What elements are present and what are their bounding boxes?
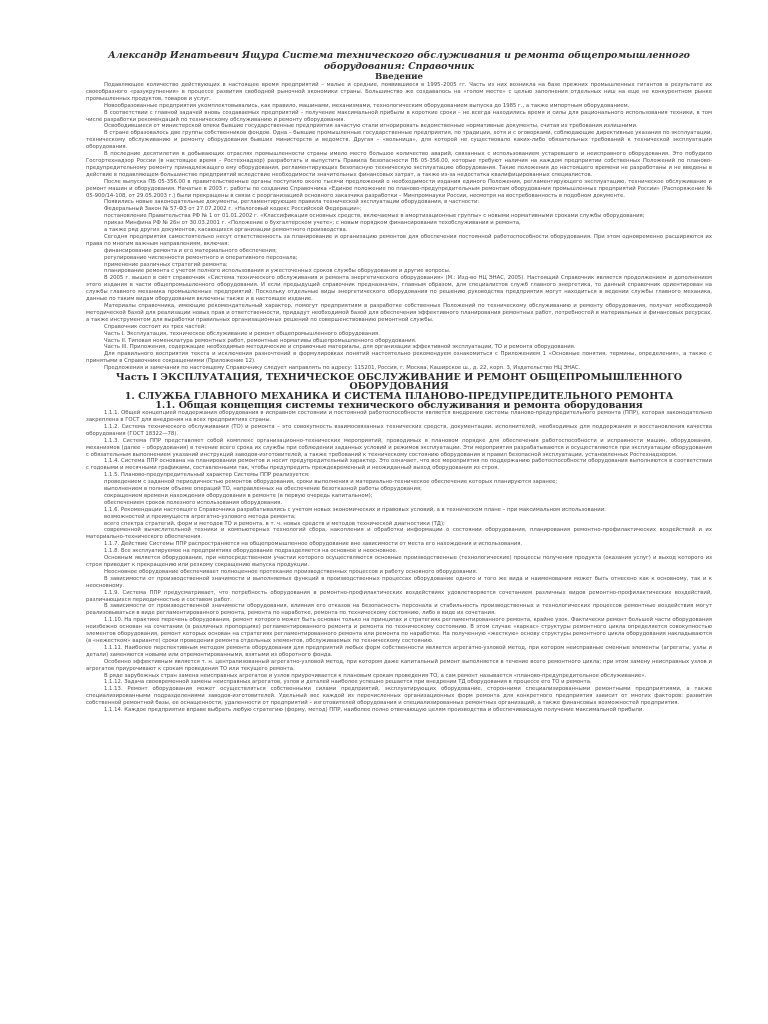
part-title: Часть I ЭКСПЛУАТАЦИЯ, ТЕХНИЧЕСКОЕ ОБСЛУЖИВАНИЕ И РЕМОНТ ОБЩЕПРОМЫШЛЕННОГО ОБОРУДОВАНИЯ [115,372,683,393]
paragraph: 1.1.1. Общей концепцией поддержания оборудования в исправном состоянии и постоянной работоспособности является внедрение системы планово-предупредительного ремонта (ППР), которая законодательно закреплена в ГОСТ для внедрения на всех предприятиях страны. [86,410,712,423]
paragraph: 1.1.9. Система ППР предусматривает, что потребность оборудования в ремонтно-профилактических воздействиях удовлетворяется сочетанием различных видов ремонтно-профилактических воздействий, различающихся периодичностью и составом работ. [86,589,712,603]
paragraph: После выпуска ПБ 05-356.00 в правительственные органы поступило около тысячи предложений о необходимости издания единого Положения, регламентирующего эксплуатацию, техническое обслуживание и ремонт машин и оборудования. Начатые в 2003 г. работы по созданию Справочника «Единое положение по планово-предупредительным ремонтам оборудования промышленных предприятий России» (Распоряжение № 05-900/14-108, от 29.05.2003 г.) были прекращены в связи с реорганизацией основного заказчика разработки – Минпромнауки России, несмотря на востребованность в подобном документе. [86,178,712,199]
paragraph: 1.1.7. Действие Системы ППР распространяется на общепромышленное оборудование вне зависимости от места его нахождения и использования. [104,541,523,548]
paragraph: Неосновное оборудование обеспечивает полноценное протекание производственных процессов и работу основного оборудования. [104,568,478,575]
paragraph: Материалы справочника, имеющие рекомендательный характер, помогут предприятиям в разработке собственных Положений по техническому обслуживанию и ремонту оборудования, получат необходимой методической базой для реализации новых прав и ответственности, придадут необходимой базой для обеспечения эффективного планирования ремонтных работ, потребностей в материальных и финансовых ресурсах, а также инструментом для выработки правильных организационных решений по совершенствованию ремонтной службы. [86,303,712,323]
paragraph: Появились новые законодательные документы, регламентирующие правила технической эксплуатации оборудования, в частности: [104,199,480,206]
paragraph: Для правильного восприятия текста и исключения разночтений в формулировках понятий настоятельно рекомендуем ознакомиться с Приложением 1 «Основные понятия, термины, определения», а также с принятыми в Справочнике сокращениями (Приложение 12). [86,351,712,365]
paragraph: возможностей и преимуществ агрегатно-узлового метода ремонта; [104,513,296,520]
paragraph: Подавляющее количество действующих в настоящее время предприятий – малые и средние, появившиеся в 1995–2005 гг. Часть из них возникла на базе прежних промышленных гигантов в результате их своеобразного «разукрупнения» в процессе развития свободной рыночной экономики страны. Большинство же создавалось на «голом месте» с целью заполнения отдельных ниш на еще не конкурентном рынке промышленных продуктов, товаров и услуг. [86,82,712,102]
paragraph: всего спектра стратегий, форм и методов ТО и ремонта, в т. ч. новых средств и методов технической диагностики (ТД); [104,520,445,527]
paragraph: 1.1.5. Планово-предупредительный характер Системы ППР реализуется: [104,472,310,479]
paragraph: Сегодня предприятия самостоятельно несут ответственность за планирование и организацию ремонтов для обеспечения постоянной работоспособности оборудования. При этом одновременно расширяются их права по многим важным направлениям, включая: [86,233,712,247]
paragraph: планирование ремонта с учетом полного использования и ужесточенных сроков службы оборудования и другие вопросы. [104,268,451,275]
section-title: 1.1. Общая концепция системы технического обслуживания и ремонта оборудования [155,400,643,412]
document-title: Александр Игнатьевич Ящура Система технического обслуживания и ремонта общепромышленного оборудования: Справочник [108,50,690,72]
chapter-title: 1. СЛУЖБА ГЛАВНОГО МЕХАНИКА И СИСТЕМА ПЛАНОВО-ПРЕДУПРЕДИТЕЛЬНОГО РЕМОНТА [124,391,674,403]
paragraph: В 2005 г. вышел в свет справочник «Система технического обслуживания и ремонта энергетического оборудования» (М.: Изд-во НЦ ЭНАС, 2005). Настоящий Справочник является продолжением и дополнением этого издания в части общепромышленного оборудования. И если предыдущий справочник предназначен, главным образом, для специалистов служб главного энергетика, то данный справочник ориентирован на службы главного механика промышленных предприятий. Поскольку отдельные виды энергетического оборудования по решению руководства предприятия могут находиться в ведении службы главного механика, данные по таким видам оборудования включены также и в настоящее издание. [86,275,712,303]
paragraph: 1.1.12. Задача своевременной замены неисправных агрегатов, узлов и деталей наиболее успешно решается при внедрении ТД оборудования в процессе его ТО и ремонта. [104,679,592,686]
paragraph: В последние десятилетия в добывающих отраслях промышленности страны имело место большое количество аварий, связанных с использованием устаревшего и неисправного оборудования. Это побудило Госгортехнадзор России (в настоящее время – Ростехнадзор) разработать и выпустить Правила безопасности ПБ 05-356.00, которые требуют наличия на каждом предприятии собственных Положений по планово-предупредительному ремонту принадлежащего ему оборудования, регламентирующих безопасную техническую эксплуатацию оборудования. Такие положения до настоящего времени не разработаны и не введены в действие в подавляющем большинстве предприятий вследствие необходимости значительных финансовых затрат, а также из-за недостатка квалифицированных специалистов. [86,151,712,178]
paragraph: регулирование численности ремонтного и оперативного персонала; [104,254,298,261]
paragraph: Часть I. Эксплуатация, техническое обслуживание и ремонт общепромышленного оборудования. [104,330,380,337]
paragraph: В соответствии с главной задачей вновь создаваемых предприятий – получение максимальной прибыли в короткие сроки – не всегда находились время и силы для рационального использования техники, в том числе разработки рекомендаций по техническому обслуживанию и ремонту оборудования. [86,109,712,123]
paragraph: сокращением времени нахождения оборудования в ремонте (в первую очередь капитальном); [104,492,373,499]
document-page [86,50,712,714]
paragraph: 1.1.10. На практике перечень оборудования, ремонт которого может быть основан только на принципах и стратегиях регламентированного ремонта, крайне узок. Фактически ремонт большей части оборудования неизбежно основан на сочетании (в различных пропорциях) регламентированного ремонта и ремонта по техническому состоянию. В этом случае «каркас» структуры ремонтного цикла определяется совокупностью элементов оборудования, ремонт которых основан на стратегиях регламентированного ремонта или ремонта по наработке. На полученную «жесткую» основу структуры ремонтного цикла оборудования накладываются (в «нежестком» варианте) сроки проведения ремонта отдельных элементов, обслуживаемых по техническому состоянию. [86,617,712,644]
paragraph: Федеральный Закон № 57-ФЗ от 27.07.2002 г. «Налоговый кодекс Российской Федерации»; [104,206,362,213]
paragraph: Новообразованные предприятия укомплектовывались, как правило, машинами, механизмами, технологическим оборудованием выпуска до 1985 г., а также импортным оборудованием. [104,102,630,109]
paragraph: выполнением в полном объеме операций ТО, направленных на обеспечение безотказной работы оборудования; [104,486,422,493]
paragraph: приказ Минфина РФ № 26н от 30.03.2001 г. «Положение о бухгалтерском учете»; с новым порядком финансирования техобслуживания и ремонта, [104,220,521,227]
paragraph: Справочник состоит из трех частей: [104,323,206,330]
paragraph: обеспечением сроков полезного использования оборудования. [104,499,283,506]
paragraph: Часть III. Приложения, содержащие необходимые методические и справочные материалы, для организации эффективной эксплуатации, ТО и ремонта оборудования. [104,344,576,351]
paragraph: Часть II. Типовая номенклатура ремонтных работ, ремонтные нормативы общепромышленного оборудования. [104,337,417,344]
paragraph: В зависимости от производственной значимости и выполняемых функций в производственных процессах оборудование одного и того же вида и наименования может быть отнесено как к основному, так и к неосновному. [86,575,712,589]
paragraph: Особенно эффективным является т. н. централизованный агрегатно-узловой метод, при котором даже капитальный ремонт выполняется в течение всего ремонтного цикла; при этом замену неисправных узлов и агрегатов приурочивают к срокам проведения ТО или текущего ремонта. [86,658,712,672]
paragraph: финансирование ремонта и его материального обеспечения; [104,247,277,254]
intro-body [86,82,712,372]
intro-heading: Введение [374,72,424,82]
paragraph: В стране образовалось две группы собственников фондов. Одна – бывшие промышленные государственные предприятия, по традиции, хотя и с оговорками, соблюдающие директивные указания по эксплуатации, техническому обслуживанию и ремонту оборудования бывших министерств и ведомств. Другая – «вольница», для которой не существовало каких-либо обязательных требований к технической эксплуатации оборудования. [86,130,712,151]
paragraph: применение различных стратегий ремонта; [104,261,228,268]
paragraph: 1.1.6. Рекомендации настоящего Справочника разрабатывались с учетом новых экономических и правовых условий, а в техническом плане – при максимальном использовании: [104,506,606,513]
paragraph: современной вычислительной техники и компьютерных технологий сбора, накопления и обработки информации о состоянии оборудования, планирования ремонтно-профилактических воздействий и их материально-технического обеспечения. [86,527,712,541]
paragraph: 1.1.11. Наиболее перспективным методом ремонта оборудования для предприятий любых форм собственности является агрегатно-узловой метод, при котором неисправные сменные элементы (агрегаты, узлы и детали) заменяются новыми или отремонтированными, взятыми из оборотного фонда. [86,644,712,658]
paragraph: 1.1.4. Система ППР основана на планировании ремонтов и носит предупредительный характер. Это означает, что все мероприятия по поддержанию работоспособности оборудования выполняются в соответствии с годовыми и месячными графиками, составленными так, чтобы предупредить преждевременный и неожиданный выход оборудования из строя. [86,458,712,472]
paragraph: постановление Правительства РФ № 1 от 01.01.2002 г. «Классификация основных средств, включаемых в амортизационные группы» с новыми нормативными сроками службы оборудования; [104,213,645,220]
paragraph: проведением с заданной периодичностью ремонтов оборудования, сроки выполнения и материально-техническое обеспечение которых планируются заранее; [104,479,558,486]
paragraph: Предложения и замечания по настоящему Справочнику следует направлять по адресу: 115201, Россия, г. Москва, Каширское ш., д. 22, корп. 3, Издательство НЦ ЭНАС. [104,365,581,372]
paragraph: 1.1.14. Каждое предприятие вправе выбрать любую стратегию (форму, метод) ППР, наиболее полно отвечающую целям производства и обеспечивающую получение максимальной прибыли. [104,707,645,714]
paragraph: 1.1.3. Система ППР представляет собой комплекс организационно-технических мероприятий, проводимых в плановом порядке для обеспечения работоспособности и исправности машин, оборудования, механизмов (далее – оборудования) в течение всего срока их службы при соблюдении заданных условий и режимов эксплуатации. Эти мероприятия разрабатываются и осуществляются при эксплуатации оборудования с обязательным выполнением указаний инструкций заводов-изготовителей, а также требований к техническому состоянию оборудования и правил безопасной эксплуатации, установленных Ростехнадзором. [86,437,712,458]
paragraph: Основным является оборудование, при непосредственном участии которого осуществляются основные производственные (технологические) процессы получения продукта (оказания услуг) и выход которого из строя приводит к прекращению или резкому сокращению выпуска продукции. [86,555,712,568]
paragraph: 1.1.13. Ремонт оборудования может осуществляться собственными силами предприятий, эксплуатирующих оборудование, сторонними специализированными ремонтными предприятиями, а также специализированными подразделениями заводов-изготовителей. Удельный вес каждой из перечисленных организационных форм ремонта для конкретного предприятия зависит от многих факторов: развития собственной ремонтной базы, ее оснащенности, удаленности от предприятий – изготовителей оборудования и специализированных ремонтных организаций, а также финансовых возможностей предприятия. [86,686,712,707]
paragraph: В зависимости от производственной значимости оборудования, влияния его отказов на безопасность персонала и стабильность производственных и технологических процессов ремонтные воздействия могут реализовываться в виде регламентированного ремонта, ремонта по наработке, ремонта по техническому состоянию, либо в виде их сочетания. [86,603,712,617]
paragraph: 1.1.2. Система технического обслуживания (ТО) и ремонта – это совокупность взаимосвязанных технических средств, документации, исполнителей, необходимых для поддержания и восстановления качества оборудования (ГОСТ 18322—78). [86,423,712,437]
paragraph: 1.1.8. Все эксплуатируемое на предприятиях оборудование подразделяется на основное и неосновное. [104,548,398,555]
paragraph: Освободившиеся от министерской опеки бывшие государственные предприятия зачастую стали игнорировать ведомственные нормативные документы, считая их требования излишними. [104,123,638,130]
section-body [86,410,712,714]
paragraph: В ряде зарубежных стран замена неисправных агрегатов и узлов приурочивается к плановым срокам проведения ТО, а сам ремонт называется «планово-предупредительное обслуживание». [104,672,647,679]
paragraph: а также ряд других документов, касающихся организации ремонтного производства. [104,227,348,234]
